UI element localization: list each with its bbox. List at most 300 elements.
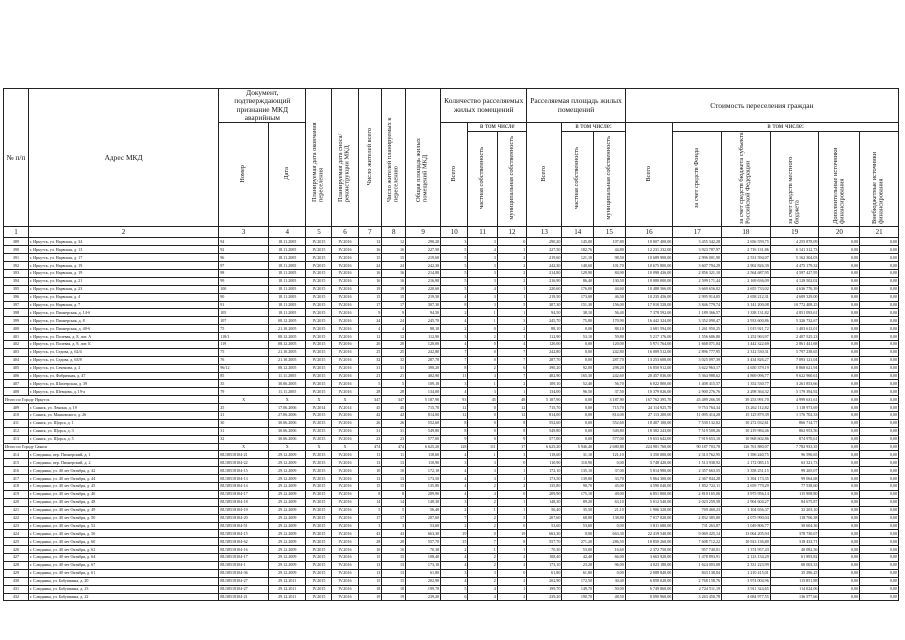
table-cell: 3 434 826,27: [722, 356, 771, 364]
table-cell: 4 075 990,04: [722, 514, 771, 522]
table-cell: 1: [497, 285, 526, 293]
table-cell: 0,00: [860, 348, 899, 356]
header-cost-outside: Внебюджетные источники финансирования: [860, 131, 899, 227]
table-cell: 13: [382, 459, 406, 467]
table-cell: 220,60: [406, 285, 441, 293]
table-row: [4, 341, 899, 349]
table-cell: IV.2015: [306, 467, 332, 475]
table-cell: 2 407 525,23: [770, 333, 819, 341]
table-cell: 219,50: [527, 293, 562, 301]
table-cell: 13: [358, 569, 382, 577]
table-cell: 287,70: [406, 356, 441, 364]
table-cell: 1 442 322,69: [722, 341, 771, 349]
table-cell: 0: [468, 419, 497, 427]
table-cell: IV.2016: [332, 585, 358, 593]
table-cell: 4 023 180,00: [625, 561, 673, 569]
table-cell: 61 893,82: [770, 554, 819, 562]
table-cell: 6 749 860,00: [625, 585, 673, 593]
table-cell: 45,00: [594, 483, 626, 491]
table-row: [4, 364, 899, 372]
table-cell: 1 189 366,57: [673, 309, 722, 317]
header-cost-local: за счет средств местного бюджета: [770, 131, 819, 227]
column-number: 2: [28, 227, 218, 238]
table-cell: 10 098 436,00: [625, 270, 673, 278]
table-cell: 21: [382, 372, 406, 380]
column-number: 16: [625, 227, 673, 238]
table-row: [4, 522, 899, 530]
table-cell: 56,40: [594, 309, 626, 317]
table-cell: 416: [4, 467, 29, 475]
table-cell: 21,10: [594, 506, 626, 514]
table-cell: IV.2015: [306, 333, 332, 341]
table-cell: 9 069 425,14: [673, 530, 722, 538]
table-cell: 53,00: [562, 546, 594, 554]
table-cell: X: [269, 396, 306, 404]
table-cell: 224 981 760,00: [625, 443, 673, 451]
table-cell: 111: [468, 443, 497, 451]
table-cell: RU38518104-62: [219, 538, 269, 546]
table-cell: 91: [219, 301, 269, 309]
table-cell: 3 352 090,47: [673, 317, 722, 325]
table-cell: 0,00: [860, 522, 899, 530]
table-cell: 24: [382, 262, 406, 270]
table-cell: RU38518104-21: [219, 593, 269, 601]
table-cell: 239,20: [527, 593, 562, 601]
table-cell: 15: [382, 483, 406, 491]
table-cell: 2 123 134,29: [722, 554, 771, 562]
table-cell: 107,80: [594, 238, 626, 246]
table-cell: 0,00: [594, 569, 626, 577]
table-cell: 0: [468, 341, 497, 349]
table-cell: 32 203,10: [770, 506, 819, 514]
table-cell: 96/12: [219, 364, 269, 372]
table-cell: IV.2015: [306, 325, 332, 333]
table-cell: 30.06.2005: [269, 380, 306, 388]
table-cell: 0: [497, 459, 526, 467]
table-cell: 769 460,23: [673, 506, 722, 514]
header-planned-end: Планируемая дата окончания переселения: [306, 89, 332, 227]
table-cell: 5: [441, 585, 468, 593]
table-row: [4, 372, 899, 380]
table-cell: 0,00: [860, 490, 899, 498]
table-cell: 557,70: [406, 538, 441, 546]
table-cell: 18.11.2005: [269, 309, 306, 317]
table-row: [4, 593, 899, 601]
table-cell: IV.2016: [332, 530, 358, 538]
table-cell: 18.11.2005: [269, 301, 306, 309]
table-cell: 425: [4, 538, 29, 546]
table-cell: 2 169 636,09: [722, 277, 771, 285]
address-cell: г. Саянск, ул. Маяковского, д. 26: [28, 412, 218, 420]
table-cell: 27.06.2006: [269, 412, 306, 420]
table-cell: 19: [382, 593, 406, 601]
table-cell: 173,10: [406, 561, 441, 569]
table-cell: 290,20: [527, 238, 562, 246]
table-cell: 08.12.2005: [269, 341, 306, 349]
table-cell: 0: [497, 569, 526, 577]
table-cell: 4: [497, 341, 526, 349]
table-cell: 31: [358, 364, 382, 372]
table-cell: 0,00: [819, 569, 860, 577]
table-cell: 0,00: [860, 412, 899, 420]
table-cell: 7: [441, 514, 468, 522]
table-cell: RU38518104-1: [219, 561, 269, 569]
table-cell: 0,00: [819, 270, 860, 278]
table-cell: IV.2015: [306, 514, 332, 522]
table-cell: 418: [4, 483, 29, 491]
table-cell: 552,60: [406, 419, 441, 427]
table-cell: 70,30: [527, 546, 562, 554]
table-cell: 109,10: [406, 380, 441, 388]
table-cell: 426: [4, 546, 29, 554]
table-cell: IV.2015: [306, 270, 332, 278]
table-cell: 5 797 238,65: [770, 348, 819, 356]
table-cell: 0,00: [860, 317, 899, 325]
table-cell: 43 489 266,50: [673, 396, 722, 404]
table-cell: 0,00: [860, 270, 899, 278]
table-cell: 42,40: [562, 554, 594, 562]
table-cell: 8: [441, 301, 468, 309]
table-cell: 409: [4, 404, 29, 412]
table-cell: 0,00: [562, 348, 594, 356]
table-cell: 43: [382, 530, 406, 538]
table-cell: 0,00: [860, 301, 899, 309]
table-cell: 2 298 364,32: [722, 388, 771, 396]
table-cell: 2 768 158,76: [673, 577, 722, 585]
table-cell: 53,60: [527, 522, 562, 530]
table-cell: 120,00: [406, 341, 441, 349]
table-cell: 16: [358, 270, 382, 278]
table-cell: 12: [441, 412, 468, 420]
table-cell: 2: [468, 364, 497, 372]
table-cell: 3 455 342,28: [673, 238, 722, 246]
table-body: [4, 238, 899, 601]
table-cell: 88,10: [527, 325, 562, 333]
table-cell: 29.12.2009: [269, 554, 306, 562]
table-cell: 245,70: [406, 317, 441, 325]
table-cell: 61,80: [406, 569, 441, 577]
table-cell: IV.2015: [306, 364, 332, 372]
table-cell: IV.2015: [306, 546, 332, 554]
table-cell: 0,00: [860, 427, 899, 435]
table-cell: 0,00: [860, 246, 899, 254]
table-cell: 17: [382, 301, 406, 309]
table-cell: 5 326 732,67: [770, 317, 819, 325]
table-cell: 12: [497, 404, 526, 412]
table-cell: 129,90: [562, 270, 594, 278]
table-cell: 29.12.2009: [269, 506, 306, 514]
table-cell: 37,50: [594, 388, 626, 396]
table-cell: 29.12.2009: [269, 569, 306, 577]
table-cell: 390,20: [527, 364, 562, 372]
table-cell: 0,00: [819, 317, 860, 325]
table-cell: 3: [441, 498, 468, 506]
table-cell: 1 176 702,33: [770, 412, 819, 420]
table-cell: IV.2016: [332, 577, 358, 585]
table-cell: 424: [4, 530, 29, 538]
table-cell: IV.2015: [306, 238, 332, 246]
table-cell: 20 457 036,00: [625, 372, 673, 380]
table-cell: 5 217 176,00: [625, 333, 673, 341]
address-cell: г. Слюдянка, пер. Пионерский, д. 1: [28, 451, 218, 459]
table-cell: 10: [382, 546, 406, 554]
table-cell: IV.2016: [332, 246, 358, 254]
table-cell: IV.2015: [306, 412, 332, 420]
table-cell: 53,10: [562, 333, 594, 341]
table-cell: IV.2016: [332, 293, 358, 301]
table-cell: 2 564 687,95: [722, 270, 771, 278]
table-cell: 20: [358, 341, 382, 349]
table-cell: 0: [468, 530, 497, 538]
header-area-incl: в том числе:: [562, 123, 625, 131]
table-cell: 21.10.2005: [269, 325, 306, 333]
table-cell: 0,00: [562, 435, 594, 443]
table-cell: 20: [382, 341, 406, 349]
table-cell: 2 655 733,02: [722, 285, 771, 293]
table-cell: 199,70: [527, 585, 562, 593]
table-cell: 9: [441, 435, 468, 443]
table-cell: 307,30: [527, 301, 562, 309]
table-cell: 0,00: [819, 530, 860, 538]
table-cell: IV.2015: [306, 341, 332, 349]
table-cell: 4: [441, 388, 468, 396]
table-cell: 2: [441, 546, 468, 554]
table-cell: 9: [497, 435, 526, 443]
table-cell: 3 663 920,00: [625, 554, 673, 562]
table-cell: 318 433,71: [770, 538, 819, 546]
table-cell: 2: [497, 277, 526, 285]
table-cell: 10 219 984,46: [722, 427, 771, 435]
table-row: [4, 577, 899, 585]
table-cell: 2: [468, 561, 497, 569]
table-cell: IV.2015: [306, 577, 332, 585]
table-cell: 663,30: [594, 530, 626, 538]
table-cell: RU38518104-27: [219, 577, 269, 585]
table-cell: 715,70: [527, 404, 562, 412]
table-cell: X: [269, 443, 306, 451]
table-cell: 0: [468, 356, 497, 364]
table-cell: 25: [382, 348, 406, 356]
table-cell: 6: [441, 593, 468, 601]
table-cell: 1: [468, 546, 497, 554]
table-row: [4, 514, 899, 522]
table-cell: 2 372 750,00: [625, 546, 673, 554]
table-cell: 135,80: [527, 483, 562, 491]
table-cell: 9: [382, 309, 406, 317]
table-cell: 2 896 777,95: [673, 348, 722, 356]
table-cell: IV.2016: [332, 506, 358, 514]
address-cell: г. Слюдянка, ул. Бабушкина, д. 22: [28, 593, 218, 601]
table-cell: 403: [4, 348, 29, 356]
table-cell: 0,00: [819, 309, 860, 317]
table-cell: 0,00: [819, 443, 860, 451]
table-cell: 0,00: [819, 514, 860, 522]
table-cell: 3: [497, 451, 526, 459]
table-cell: 219,60: [527, 254, 562, 262]
table-cell: 0: [497, 238, 526, 246]
table-cell: 389: [4, 238, 29, 246]
table-cell: 17.06.2006: [269, 404, 306, 412]
table-cell: 61,80: [562, 569, 594, 577]
table-cell: 134,00: [527, 388, 562, 396]
table-cell: 9: [358, 309, 382, 317]
table-cell: 3: [441, 569, 468, 577]
table-cell: 219,60: [406, 254, 441, 262]
table-cell: 3: [382, 522, 406, 530]
table-cell: 0,00: [860, 514, 899, 522]
table-cell: RU38518104-18: [219, 498, 269, 506]
address-cell: г. Иркутск, ул. Нарвская, д. 19: [28, 262, 218, 270]
table-cell: 85: [219, 372, 269, 380]
table-cell: IV.2016: [332, 593, 358, 601]
table-cell: IV.2015: [306, 285, 332, 293]
table-row: [4, 585, 899, 593]
table-cell: 6 625,20: [527, 443, 562, 451]
table-row: [4, 506, 899, 514]
table-cell: 15 125 879,39: [722, 412, 771, 420]
table-row: [4, 412, 899, 420]
table-cell: 46,50: [594, 293, 626, 301]
table-row: [4, 498, 899, 506]
table-cell: 15: [382, 293, 406, 301]
table-cell: 12: [358, 238, 382, 246]
table-cell: 5 971 764,00: [625, 341, 673, 349]
table-cell: 0,00: [819, 325, 860, 333]
table-cell: 0,00: [860, 554, 899, 562]
table-cell: 2: [468, 498, 497, 506]
table-cell: 0,00: [819, 427, 860, 435]
table-cell: 29.12.2009: [269, 451, 306, 459]
table-cell: 1 338 131,82: [722, 309, 771, 317]
table-cell: 16 009 512,00: [625, 348, 673, 356]
table-cell: 0,00: [860, 585, 899, 593]
address-cell: г. Слюдянка, ул. 40 лет Октября, д. 62: [28, 546, 218, 554]
table-cell: 16 850 912,00: [625, 364, 673, 372]
table-cell: 24: [382, 317, 406, 325]
table-cell: 151,30: [562, 301, 594, 309]
table-cell: 239,20: [406, 593, 441, 601]
table-cell: 5: [441, 262, 468, 270]
table-cell: 2 861 441,68: [770, 341, 819, 349]
table-cell: 173,50: [406, 475, 441, 483]
table-cell: 14: [382, 498, 406, 506]
table-row: [4, 254, 899, 262]
address-cell: г. Иркутск, ул. Сеченова, д. 2: [28, 364, 218, 372]
table-cell: 347: [358, 396, 382, 404]
table-cell: 79: [219, 388, 269, 396]
table-cell: 0,00: [562, 427, 594, 435]
address-cell: г. Иркутск, ул. Нарвская, д. 19: [28, 270, 218, 278]
table-cell: 421: [4, 506, 29, 514]
table-cell: 110,90: [406, 459, 441, 467]
table-cell: 42: [358, 412, 382, 420]
table-cell: X: [332, 443, 358, 451]
table-cell: 8: [441, 364, 468, 372]
table-cell: 5: [441, 270, 468, 278]
table-cell: 0,00: [860, 388, 899, 396]
table-cell: 135,10: [562, 467, 594, 475]
table-cell: 94,50: [527, 309, 562, 317]
table-cell: 4: [441, 467, 468, 475]
address-cell: г. Саянск, ул. Щорса, д. 3: [28, 427, 218, 435]
table-cell: 13: [382, 475, 406, 483]
table-cell: IV.2015: [306, 246, 332, 254]
table-cell: 19: [382, 285, 406, 293]
table-cell: 92,00: [562, 364, 594, 372]
table-cell: 26: [358, 419, 382, 427]
table-cell: 10: [358, 467, 382, 475]
table-cell: 5 187,90: [406, 396, 441, 404]
table-cell: 2 832 385,80: [673, 514, 722, 522]
table-cell: 16: [382, 277, 406, 285]
table-cell: 862 953,56: [770, 427, 819, 435]
table-cell: 176,00: [562, 285, 594, 293]
table-cell: 99 064,68: [770, 475, 819, 483]
table-cell: 6 141 312,73: [770, 246, 819, 254]
table-cell: 17: [497, 443, 526, 451]
table-cell: 7: [441, 356, 468, 364]
address-cell: г. Слюдянка, ул. 40 лет Октября, д. 60: [28, 538, 218, 546]
table-cell: 10 968 602,86: [722, 435, 771, 443]
table-cell: 429: [4, 569, 29, 577]
table-cell: 0,00: [860, 262, 899, 270]
table-cell: RU38518104-21: [219, 451, 269, 459]
table-cell: 68 003,33: [770, 561, 819, 569]
table-cell: 2 902 826,39: [722, 262, 771, 270]
table-cell: 29.12.2009: [269, 467, 306, 475]
table-cell: 7: [468, 538, 497, 546]
table-cell: 156,00: [594, 301, 626, 309]
table-cell: 18 407 100,00: [625, 419, 673, 427]
table-cell: 5 162 304,03: [770, 254, 819, 262]
address-cell: г. Иркутск, ул. Полевая, д. 8, лит. А: [28, 333, 218, 341]
table-cell: 2 088 840,00: [625, 569, 673, 577]
table-cell: 423: [4, 522, 29, 530]
table-cell: 121,10: [562, 254, 594, 262]
table-cell: 170,90: [594, 317, 626, 325]
table-cell: 4: [441, 475, 468, 483]
table-cell: 0,00: [819, 246, 860, 254]
table-cell: 4 650 379,19: [722, 364, 771, 372]
table-cell: 3 607 794,29: [673, 262, 722, 270]
table-cell: 0: [468, 348, 497, 356]
table-cell: 5: [497, 301, 526, 309]
table-cell: 0,00: [860, 309, 899, 317]
table-cell: 35,50: [562, 506, 594, 514]
table-row: [4, 427, 899, 435]
table-cell: 3: [497, 317, 526, 325]
table-cell: 0,00: [819, 506, 860, 514]
address-cell: г. Слюдянка, ул. 40 лет Октября, д. 48: [28, 498, 218, 506]
table-cell: IV.2016: [332, 483, 358, 491]
table-cell: 8: [358, 490, 382, 498]
table-cell: 0,00: [819, 396, 860, 404]
table-cell: 3: [468, 475, 497, 483]
header-cost-fund: за счет средств Фонда: [673, 131, 722, 227]
table-row: [4, 380, 899, 388]
table-cell: IV.2014: [332, 404, 358, 412]
table-cell: 0,00: [819, 254, 860, 262]
table-cell: 134,00: [406, 388, 441, 396]
table-cell: 5 179 394,92: [770, 388, 819, 396]
table-cell: 30 604,36: [770, 522, 819, 530]
table-cell: 68,80: [562, 514, 594, 522]
table-cell: 1 811 680,00: [625, 522, 673, 530]
table-cell: 3: [468, 301, 497, 309]
table-cell: 135,80: [406, 483, 441, 491]
table-cell: 866 714,77: [770, 419, 819, 427]
table-cell: 0,00: [860, 364, 899, 372]
